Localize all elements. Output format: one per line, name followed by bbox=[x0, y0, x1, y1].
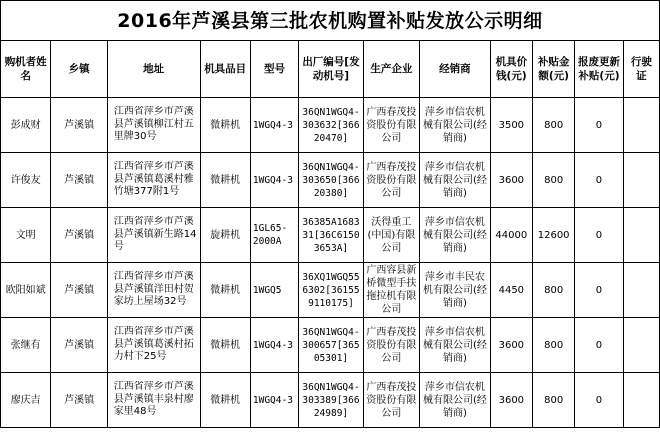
cell-buyer bbox=[1, 98, 51, 153]
cell-dealer-text: 萍乡市信农机械有限公司(经销商) bbox=[422, 106, 487, 144]
cell-price bbox=[490, 98, 532, 153]
cell-town-text: 芦溪镇 bbox=[64, 174, 95, 186]
cell-buyer-text: 张继有 bbox=[10, 339, 41, 351]
cell-permit bbox=[623, 373, 659, 428]
cell-buyer bbox=[1, 263, 51, 318]
cell-town bbox=[51, 208, 107, 263]
cell-subsidy bbox=[532, 263, 574, 318]
cell-product bbox=[200, 263, 250, 318]
cell-address-text: 江西省萍乡市芦溪县芦溪镇葛溪村拓力村下25号 bbox=[113, 326, 194, 363]
cell-product bbox=[200, 98, 250, 153]
cell-product-text: 微耕机 bbox=[210, 119, 241, 131]
cell-product-text: 微耕机 bbox=[210, 174, 241, 186]
cell-town bbox=[51, 153, 107, 208]
cell-town bbox=[51, 318, 107, 373]
cell-address bbox=[107, 98, 200, 153]
cell-model bbox=[250, 153, 298, 208]
col-header-model: 型号 bbox=[250, 41, 298, 98]
cell-subsidy bbox=[532, 98, 574, 153]
cell-subsidy-text: 800 bbox=[544, 394, 564, 406]
cell-subsidy-text: 12600 bbox=[537, 229, 570, 241]
cell-serial bbox=[299, 318, 363, 373]
cell-subsidy-text: 800 bbox=[544, 339, 564, 351]
document-title: 2016年芦溪县第三批农机购置补贴发放公示明细 bbox=[0, 0, 660, 40]
cell-price-text: 3600 bbox=[498, 174, 525, 186]
cell-serial-text: 36385A168331[36C61503653A] bbox=[302, 216, 360, 254]
cell-dealer bbox=[420, 263, 491, 318]
cell-model bbox=[250, 263, 298, 318]
cell-dealer-text: 萍乡市信农机械有限公司(经销商) bbox=[422, 216, 487, 254]
col-header-town: 乡镇 bbox=[51, 41, 107, 98]
cell-subsidy-text: 800 bbox=[544, 174, 564, 186]
cell-dealer bbox=[420, 153, 491, 208]
cell-address-text: 江西省萍乡市芦溪县芦溪镇葛溪村雅竹塘377附1号 bbox=[113, 161, 194, 198]
cell-dealer-text: 萍乡市信农机械有限公司(经销商) bbox=[422, 326, 487, 364]
cell-model-text: 1WGQ4-3 bbox=[252, 174, 293, 186]
col-header-address: 地址 bbox=[107, 41, 200, 98]
cell-town bbox=[51, 98, 107, 153]
cell-product bbox=[200, 318, 250, 373]
cell-serial bbox=[299, 208, 363, 263]
cell-product-text: 微耕机 bbox=[210, 394, 241, 406]
cell-change bbox=[575, 153, 623, 208]
cell-change-text: 0 bbox=[595, 119, 603, 131]
cell-dealer bbox=[420, 318, 491, 373]
cell-address-text: 江西省萍乡市芦溪县芦溪镇丰泉村廖家里48号 bbox=[113, 381, 194, 418]
cell-model bbox=[250, 208, 298, 263]
cell-serial-text: 36QN1WGQ4-300657[36505301] bbox=[302, 326, 360, 364]
col-header-permit: 行驶证 bbox=[623, 41, 659, 98]
subsidy-table bbox=[0, 40, 660, 428]
col-header-change: 报废更新补贴(元) bbox=[575, 41, 623, 98]
cell-model bbox=[250, 318, 298, 373]
cell-town-text: 芦溪镇 bbox=[64, 284, 95, 296]
cell-maker-text: 广西春茂投资股份有限公司 bbox=[366, 326, 417, 364]
cell-town-text: 芦溪镇 bbox=[64, 119, 95, 131]
cell-buyer-text: 廖庆吉 bbox=[10, 394, 41, 406]
cell-model-text: 1WGQ4-3 bbox=[252, 339, 293, 351]
cell-buyer-text: 文明 bbox=[15, 229, 36, 241]
cell-serial-text: 36QN1WGQ4-303389[36624989] bbox=[302, 381, 360, 419]
cell-permit bbox=[623, 153, 659, 208]
cell-change-text: 0 bbox=[595, 339, 603, 351]
cell-subsidy-text: 800 bbox=[544, 284, 564, 296]
cell-serial bbox=[299, 98, 363, 153]
cell-permit bbox=[623, 208, 659, 263]
cell-buyer bbox=[1, 208, 51, 263]
col-header-serial: 出厂编号[发动机号] bbox=[299, 41, 363, 98]
header-row bbox=[1, 41, 660, 98]
cell-serial-text: 36XQ1WGQ556302[361559110175] bbox=[302, 271, 360, 309]
cell-subsidy bbox=[532, 318, 574, 373]
col-header-product: 机具品目 bbox=[200, 41, 250, 98]
table-row bbox=[1, 318, 660, 373]
cell-address bbox=[107, 263, 200, 318]
cell-dealer-text: 萍乡市丰民农机有限公司(经销商) bbox=[422, 271, 487, 309]
table-row bbox=[1, 98, 660, 153]
cell-maker-text: 沃得重工(中国)有限公司 bbox=[367, 216, 416, 254]
cell-town-text: 芦溪镇 bbox=[64, 394, 95, 406]
cell-address-text: 江西省萍乡市芦溪县芦溪镇柳江村五里牌30号 bbox=[113, 106, 194, 143]
cell-change-text: 0 bbox=[595, 229, 603, 241]
cell-change bbox=[575, 373, 623, 428]
table-row bbox=[1, 373, 660, 428]
cell-address-text: 江西省萍乡市芦溪县芦溪镇新生路14号 bbox=[113, 216, 197, 253]
cell-maker bbox=[363, 318, 419, 373]
cell-maker bbox=[363, 98, 419, 153]
cell-dealer-text: 萍乡市信农机械有限公司(经销商) bbox=[422, 381, 487, 419]
cell-change bbox=[575, 263, 623, 318]
cell-change bbox=[575, 318, 623, 373]
cell-maker-text: 广西春茂投资股份有限公司 bbox=[366, 161, 417, 199]
cell-product bbox=[200, 208, 250, 263]
cell-maker bbox=[363, 373, 419, 428]
cell-maker bbox=[363, 208, 419, 263]
cell-serial-text: 36QN1WGQ4-303650[36620380] bbox=[302, 161, 360, 199]
cell-buyer bbox=[1, 373, 51, 428]
cell-price bbox=[490, 263, 532, 318]
cell-serial bbox=[299, 373, 363, 428]
cell-price-text: 4450 bbox=[498, 284, 525, 296]
cell-price bbox=[490, 318, 532, 373]
cell-address-text: 江西省萍乡市芦溪县芦溪镇洋田村贺家坊上屋场32号 bbox=[113, 271, 194, 308]
cell-permit bbox=[623, 263, 659, 318]
cell-subsidy bbox=[532, 208, 574, 263]
cell-price bbox=[490, 153, 532, 208]
cell-town bbox=[51, 263, 107, 318]
cell-change bbox=[575, 98, 623, 153]
cell-buyer bbox=[1, 153, 51, 208]
cell-model-text: 1WGQ5 bbox=[252, 284, 282, 296]
cell-model-text: 1GL65-2000A bbox=[252, 223, 288, 247]
cell-maker bbox=[363, 153, 419, 208]
cell-address bbox=[107, 373, 200, 428]
cell-price-text: 3600 bbox=[498, 394, 525, 406]
cell-address bbox=[107, 208, 200, 263]
table-row bbox=[1, 153, 660, 208]
cell-model bbox=[250, 373, 298, 428]
cell-buyer-text: 许俊友 bbox=[10, 174, 41, 186]
cell-town bbox=[51, 373, 107, 428]
col-header-subsidy: 补贴金额(元) bbox=[532, 41, 574, 98]
cell-dealer-text: 萍乡市信农机械有限公司(经销商) bbox=[422, 161, 487, 199]
cell-price-text: 44000 bbox=[495, 229, 528, 241]
cell-subsidy bbox=[532, 153, 574, 208]
cell-permit bbox=[623, 318, 659, 373]
cell-serial-text: 36QN1WGQ4-303632[36620470] bbox=[302, 106, 360, 144]
col-header-price: 机具价钱(元) bbox=[490, 41, 532, 98]
cell-dealer bbox=[420, 208, 491, 263]
col-header-dealer: 经销商 bbox=[420, 41, 491, 98]
cell-dealer bbox=[420, 98, 491, 153]
table-body bbox=[1, 98, 660, 428]
cell-price bbox=[490, 373, 532, 428]
table-row bbox=[1, 208, 660, 263]
table-row bbox=[1, 263, 660, 318]
cell-serial bbox=[299, 263, 363, 318]
cell-product bbox=[200, 373, 250, 428]
cell-model-text: 1WGQ4-3 bbox=[252, 394, 293, 406]
cell-subsidy bbox=[532, 373, 574, 428]
cell-change-text: 0 bbox=[595, 394, 603, 406]
cell-maker bbox=[363, 263, 419, 318]
cell-buyer-text: 欧阳如斌 bbox=[5, 284, 46, 296]
cell-model bbox=[250, 98, 298, 153]
col-header-buyer: 购机者姓名 bbox=[1, 41, 51, 98]
cell-price bbox=[490, 208, 532, 263]
col-header-maker: 生产企业 bbox=[363, 41, 419, 98]
cell-buyer bbox=[1, 318, 51, 373]
cell-serial bbox=[299, 153, 363, 208]
cell-price-text: 3500 bbox=[498, 119, 525, 131]
cell-product-text: 微耕机 bbox=[210, 284, 241, 296]
cell-change-text: 0 bbox=[595, 284, 603, 296]
cell-maker-text: 广西容县新桥微型手扶拖拉机有限公司 bbox=[366, 265, 417, 315]
cell-product bbox=[200, 153, 250, 208]
cell-address bbox=[107, 153, 200, 208]
cell-maker-text: 广西春茂投资股份有限公司 bbox=[366, 381, 417, 419]
cell-product-text: 旋耕机 bbox=[210, 229, 241, 241]
cell-subsidy-text: 800 bbox=[544, 119, 564, 131]
cell-buyer-text: 彭成财 bbox=[10, 119, 41, 131]
cell-town-text: 芦溪镇 bbox=[64, 339, 95, 351]
cell-address bbox=[107, 318, 200, 373]
cell-maker-text: 广西春茂投资股份有限公司 bbox=[366, 106, 417, 144]
cell-town-text: 芦溪镇 bbox=[64, 229, 95, 241]
cell-price-text: 3600 bbox=[498, 339, 525, 351]
cell-dealer bbox=[420, 373, 491, 428]
cell-model-text: 1WGQ4-3 bbox=[252, 119, 293, 131]
cell-permit bbox=[623, 98, 659, 153]
cell-change-text: 0 bbox=[595, 174, 603, 186]
cell-change bbox=[575, 208, 623, 263]
cell-product-text: 微耕机 bbox=[210, 339, 241, 351]
